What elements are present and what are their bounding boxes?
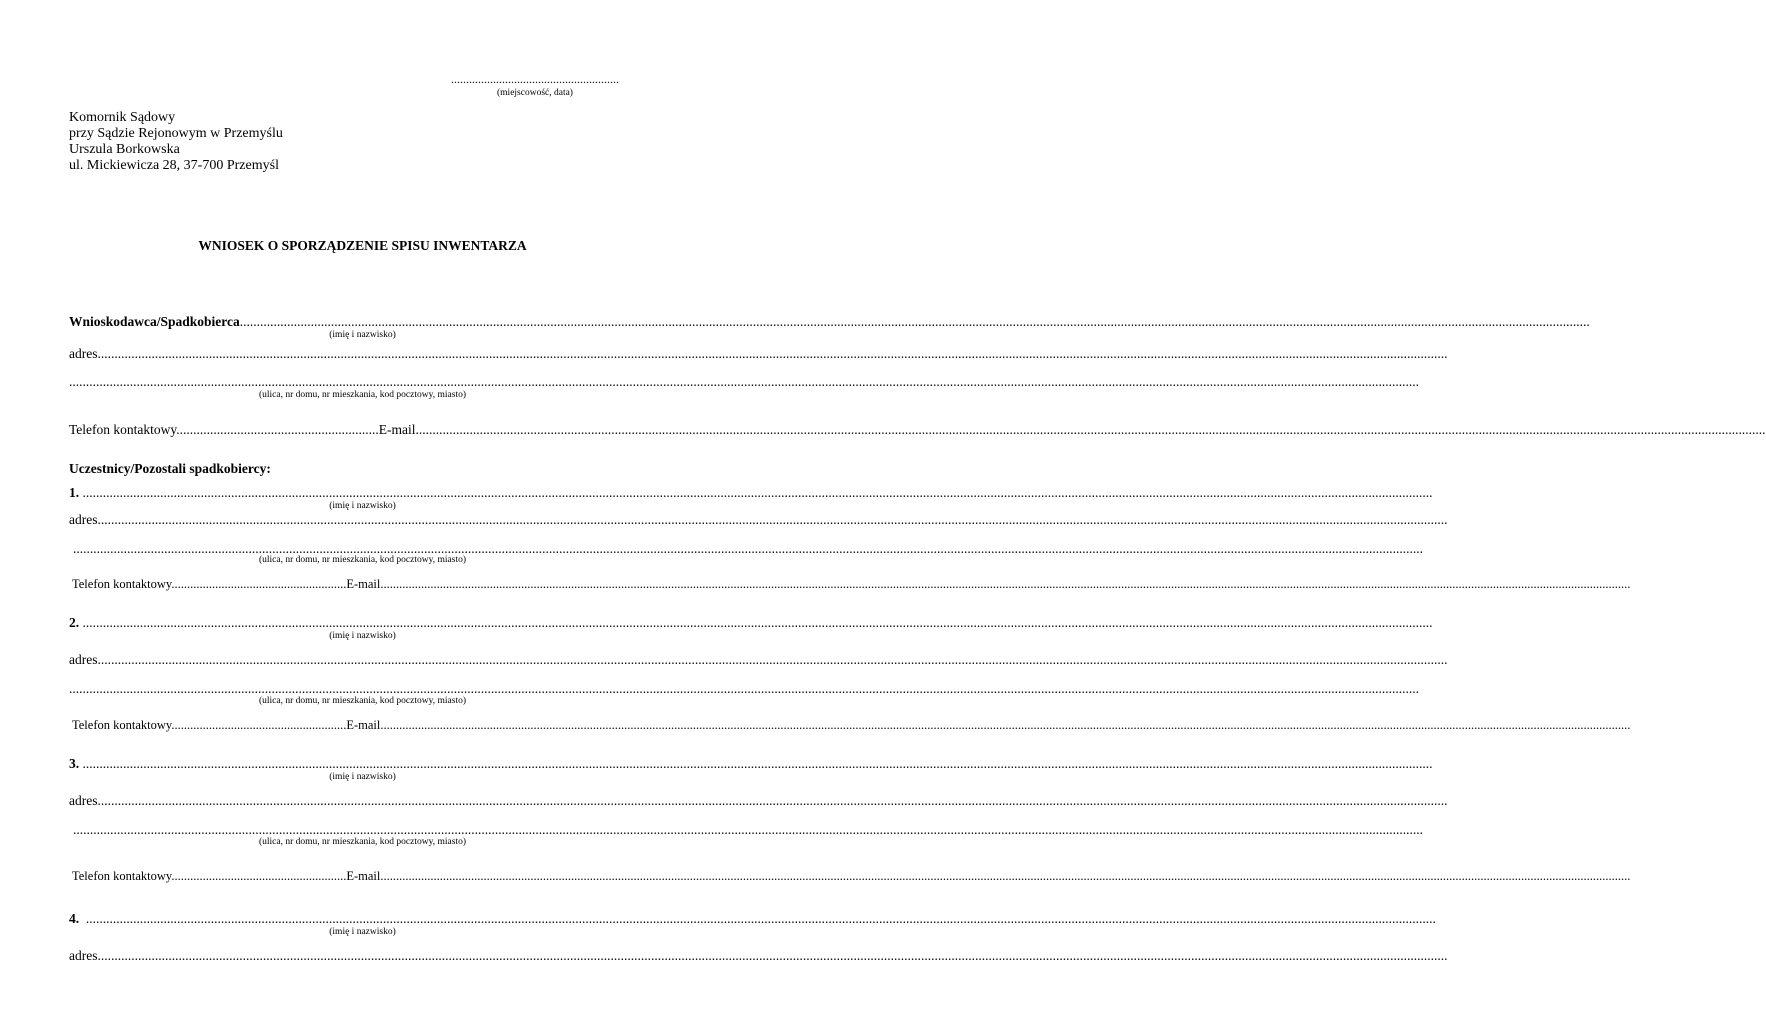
participant-1-email-label: E-mail xyxy=(346,577,381,591)
participant-1-name-line[interactable]: 1. ................................................................................................................................................................................................................................................................................................................................................................................................................ xyxy=(69,485,1433,500)
participant-2-address-line[interactable]: adres................................................................................................................................................................................................................................................................................................................................................................................................................ xyxy=(69,652,1448,667)
participant-4-address-line[interactable]: adres................................................................................................................................................................................................................................................................................................................................................................................................................ xyxy=(69,948,1448,963)
recipient-line-2: przy Sądzie Rejonowym w Przemyślu xyxy=(69,126,283,141)
recipient-line-1: Komornik Sądowy xyxy=(69,110,176,125)
participant-4-name-line[interactable]: 4. ................................................................................................................................................................................................................................................................................................................................................................................................................ xyxy=(69,911,1436,926)
participant-3-address-caption: (ulica, nr domu, nr mieszkania, kod pocztowy, miasto) xyxy=(258,837,466,847)
participant-1-contact-line[interactable]: Telefon kontaktowy........................................................E-mail................................................................................................................................................................................................................................................................................................................................................................................................................ xyxy=(72,577,1631,591)
applicant-address-line[interactable]: adres................................................................................................................................................................................................................................................................................................................................................................................................................ xyxy=(69,346,1448,361)
participant-2-email-label: E-mail xyxy=(346,718,381,732)
applicant-address-caption: (ulica, nr domu, nr mieszkania, kod pocztowy, miasto) xyxy=(258,390,466,400)
participant-1-address-caption: (ulica, nr domu, nr mieszkania, kod pocztowy, miasto) xyxy=(258,555,466,565)
participant-2-contact-line[interactable]: Telefon kontaktowy........................................................E-mail................................................................................................................................................................................................................................................................................................................................................................................................................ xyxy=(72,718,1631,732)
participant-2-address-caption: (ulica, nr domu, nr mieszkania, kod pocztowy, miasto) xyxy=(258,696,466,706)
participant-3-address-line[interactable]: adres................................................................................................................................................................................................................................................................................................................................................................................................................ xyxy=(69,793,1448,808)
participant-3-name-caption: (imię i nazwisko) xyxy=(329,772,396,782)
participant-3-contact-line[interactable]: Telefon kontaktowy........................................................E-mail................................................................................................................................................................................................................................................................................................................................................................................................................ xyxy=(72,869,1631,883)
participants-heading: Uczestnicy/Pozostali spadkobiercy: xyxy=(69,461,271,476)
participant-3-address-line-2[interactable]: ................................................................................................................................................................................................................................................................................................................................................................................................................ xyxy=(73,822,1423,837)
participant-3-phone-label: Telefon kontaktowy xyxy=(72,869,172,883)
recipient-line-3: Urszula Borkowska xyxy=(69,142,180,157)
participant-4-address-label: adres xyxy=(69,948,98,963)
participant-1-name-caption: (imię i nazwisko) xyxy=(329,501,396,511)
participant-3-name-line[interactable]: 3. ................................................................................................................................................................................................................................................................................................................................................................................................................ xyxy=(69,756,1433,771)
participant-2-address-line-2[interactable]: ................................................................................................................................................................................................................................................................................................................................................................................................................ xyxy=(69,681,1419,696)
participant-2-phone-label: Telefon kontaktowy xyxy=(72,718,172,732)
recipient-line-4: ul. Mickiewicza 28, 37-700 Przemyśl xyxy=(69,158,279,173)
participant-3-address-label: adres xyxy=(69,793,98,808)
participant-1-address-line-2[interactable]: ................................................................................................................................................................................................................................................................................................................................................................................................................ xyxy=(73,541,1423,556)
applicant-address-line-2[interactable]: ................................................................................................................................................................................................................................................................................................................................................................................................................ xyxy=(69,374,1419,389)
applicant-name-caption: (imię i nazwisko) xyxy=(329,330,396,340)
participant-2-name-line[interactable]: 2. ................................................................................................................................................................................................................................................................................................................................................................................................................ xyxy=(69,615,1433,630)
participant-2-number: 2. xyxy=(69,615,80,630)
participant-3-number: 3. xyxy=(69,756,80,771)
participant-2-address-label: adres xyxy=(69,652,98,667)
place-date-caption: (miejscowość, data) xyxy=(497,88,573,98)
applicant-name-line[interactable]: Wnioskodawca/Spadkobierca................................................................................................................................................................................................................................................................................................................................................................................................................ xyxy=(69,314,1590,329)
applicant-contact-line[interactable]: Telefon kontaktowy............................................................E-mail................................................................................................................................................................................................................................................................................................................................................................................................................ xyxy=(69,422,1766,437)
participant-4-number: 4. xyxy=(69,911,80,926)
participant-1-address-line[interactable]: adres................................................................................................................................................................................................................................................................................................................................................................................................................ xyxy=(69,512,1448,527)
place-date-field[interactable]: ........................................................ xyxy=(451,72,619,86)
applicant-label: Wnioskodawca/Spadkobierca xyxy=(69,314,240,329)
participant-4-name-caption: (imię i nazwisko) xyxy=(329,927,396,937)
participant-1-phone-label: Telefon kontaktowy xyxy=(72,577,172,591)
applicant-phone-label: Telefon kontaktowy xyxy=(69,422,177,437)
participant-2-name-caption: (imię i nazwisko) xyxy=(329,631,396,641)
participant-1-address-label: adres xyxy=(69,512,98,527)
document-title: WNIOSEK O SPORZĄDZENIE SPISU INWENTARZA xyxy=(198,238,527,253)
participant-3-email-label: E-mail xyxy=(346,869,381,883)
applicant-address-label: adres xyxy=(69,346,98,361)
participant-1-number: 1. xyxy=(69,485,80,500)
applicant-email-label: E-mail xyxy=(378,422,416,437)
